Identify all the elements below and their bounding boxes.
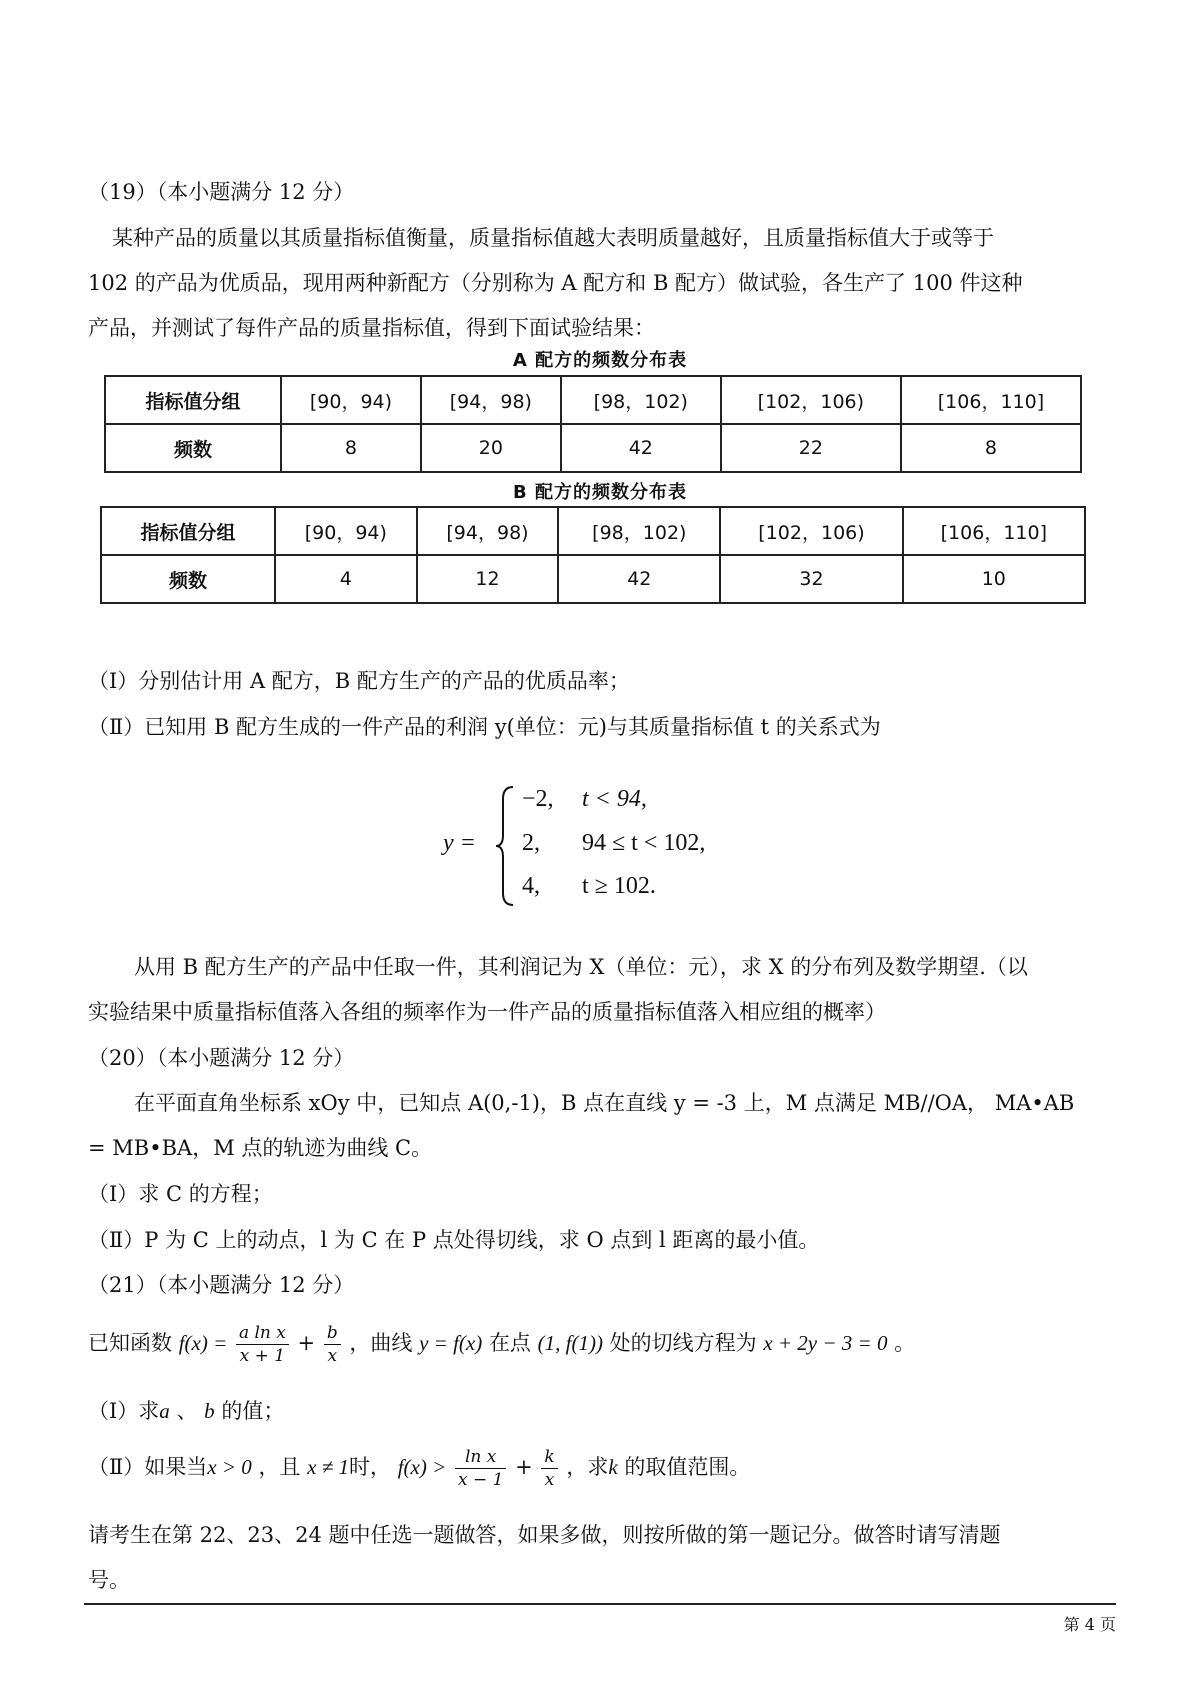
q21-plus: + bbox=[297, 1331, 316, 1355]
q20-intro-line1: 在平面直角坐标系 xOy 中，已知点 A(0,-1)，B 点在直线 y = -3 上，M 点满足 MB//OA， MA•AB bbox=[134, 1091, 1075, 1115]
table-b-row2-label: 频数 bbox=[101, 555, 275, 603]
q19-intro-line1: 某种产品的质量以其质量指标值衡量，质量指标值越大表明质量越好，且质量指标值大于或等于 bbox=[112, 226, 994, 250]
q21-text: 。 bbox=[894, 1331, 916, 1355]
table-b-group: [102，106) bbox=[720, 507, 902, 555]
table-b-group: [98，102) bbox=[558, 507, 720, 555]
table-b-count: 4 bbox=[275, 555, 417, 603]
page-number: 第 4 页 bbox=[1063, 1615, 1116, 1634]
piecewise-value-1: −2, bbox=[522, 786, 554, 812]
piecewise-value-3: 4, bbox=[522, 873, 540, 899]
q21-part1-end: 的值； bbox=[221, 1399, 285, 1423]
exam-note-line1: 请考生在第 22、23、24 题中任选一题做答，如果多做，则按所做的第一题记分。做答时请写清题 bbox=[88, 1523, 1001, 1547]
fraction-denominator: x bbox=[544, 1470, 555, 1490]
table-a-group: [98，102) bbox=[561, 376, 721, 424]
q21-text: 处的切线方程为 bbox=[609, 1331, 757, 1355]
q21-tangent: x + 2y − 3 = 0 bbox=[763, 1331, 888, 1355]
q21-part1 bbox=[88, 1397, 284, 1425]
q21-var-k: k bbox=[608, 1455, 618, 1479]
q21-var-b: b bbox=[204, 1399, 215, 1423]
fraction-denominator: x − 1 bbox=[457, 1470, 504, 1490]
q21-part2-text: 时， bbox=[349, 1455, 392, 1479]
piecewise-cond-3: t ≥ 102. bbox=[582, 873, 656, 899]
q21-text: 已知函数 bbox=[88, 1331, 172, 1355]
table-a-count: 8 bbox=[281, 424, 421, 472]
table-a-count: 42 bbox=[561, 424, 721, 472]
table-b-group: [90，94) bbox=[275, 507, 417, 555]
q21-part2-text: ，且 bbox=[258, 1455, 301, 1479]
piecewise-lhs: y = bbox=[443, 830, 476, 856]
q19-intro-line2: 102 的产品为优质品，现用两种新配方（分别称为 A 配方和 B 配方）做试验，各生产了 100 件这种 bbox=[88, 271, 1023, 295]
table-a-group: [90，94) bbox=[281, 376, 421, 424]
q21-part1-text: （Ⅰ）求 bbox=[88, 1399, 160, 1423]
piecewise-cond-2: 94 ≤ t < 102, bbox=[582, 830, 706, 856]
table-b-count: 42 bbox=[558, 555, 720, 603]
fraction-denominator: x bbox=[327, 1346, 338, 1366]
fraction-numerator: k bbox=[541, 1446, 557, 1469]
table-a-count: 8 bbox=[901, 424, 1081, 472]
table-a-count: 20 bbox=[421, 424, 561, 472]
table-b bbox=[100, 506, 1086, 604]
table-b-count: 32 bbox=[720, 555, 902, 603]
exam-note-line2: 号。 bbox=[88, 1568, 130, 1592]
q20-header: （20）（本小题满分 12 分） bbox=[88, 1046, 355, 1070]
piecewise-cond-1: t < 94, bbox=[582, 786, 647, 812]
table-b-group-row bbox=[101, 507, 1085, 555]
q21-function-line bbox=[88, 1318, 915, 1370]
table-b-caption: B 配方的频数分布表 bbox=[513, 482, 687, 503]
q19-header: （19）（本小题满分 12 分） bbox=[88, 180, 355, 204]
table-a bbox=[104, 375, 1082, 473]
table-a-group-row bbox=[105, 376, 1081, 424]
q19-part1: （Ⅰ）分别估计用 A 配方，B 配方生产的产品的优质品率； bbox=[88, 669, 630, 693]
table-a-group: [102，106) bbox=[721, 376, 901, 424]
table-b-count: 12 bbox=[417, 555, 559, 603]
table-a-caption: A 配方的频数分布表 bbox=[512, 350, 688, 371]
q21-fraction-3 bbox=[455, 1446, 506, 1491]
table-b-count-row bbox=[101, 555, 1085, 603]
q21-part2-text: （Ⅱ）如果当 bbox=[88, 1455, 208, 1479]
q21-cond2: x ≠ 1 bbox=[307, 1455, 350, 1479]
table-a-count: 22 bbox=[721, 424, 901, 472]
q21-text: ，曲线 bbox=[349, 1331, 413, 1355]
q20-part2: （Ⅱ）P 为 C 上的动点，l 为 C 在 P 点处得切线，求 O 点到 l 距离的最小值。 bbox=[88, 1228, 820, 1252]
q21-cond1: x > 0 bbox=[207, 1455, 252, 1479]
q21-text: 在点 bbox=[488, 1331, 531, 1355]
fraction-denominator: x + 1 bbox=[239, 1346, 286, 1366]
piecewise-value-2: 2, bbox=[522, 830, 540, 856]
q20-part1: （Ⅰ）求 C 的方程； bbox=[88, 1182, 273, 1206]
q21-fraction-4 bbox=[541, 1446, 557, 1491]
fraction-numerator: ln x bbox=[455, 1446, 506, 1469]
table-b-group: [94，98) bbox=[417, 507, 559, 555]
q21-fraction-2 bbox=[324, 1322, 341, 1367]
fraction-numerator: a ln x bbox=[236, 1322, 289, 1345]
q21-ineq-lhs: f(x) > bbox=[397, 1455, 447, 1479]
q19-part2: （Ⅱ）已知用 B 配方生成的一件产品的利润 y(单位：元)与其质量指标值 t 的关系式为 bbox=[88, 715, 881, 739]
q21-point: (1, f(1)) bbox=[537, 1331, 603, 1355]
q21-part2-text: 的取值范围。 bbox=[624, 1455, 751, 1479]
q21-fx: f(x) = bbox=[178, 1331, 228, 1355]
left-brace-icon bbox=[495, 785, 515, 907]
q19-part2b-line1: 从用 B 配方生产的产品中任取一件，其利润记为 X（单位：元），求 X 的分布列及数学期望.（以 bbox=[134, 955, 1028, 979]
q21-var-a: a bbox=[159, 1399, 170, 1423]
fraction-numerator: b bbox=[324, 1322, 341, 1345]
q21-part2-text: ，求 bbox=[566, 1455, 609, 1479]
q21-part2 bbox=[88, 1442, 750, 1494]
q19-intro-line3: 产品，并测试了每件产品的质量指标值，得到下面试验结果： bbox=[88, 316, 655, 340]
table-a-row1-label: 指标值分组 bbox=[105, 376, 281, 424]
q21-part1-sep: 、 bbox=[176, 1399, 198, 1423]
table-a-row2-label: 频数 bbox=[105, 424, 281, 472]
table-b-count: 10 bbox=[903, 555, 1085, 603]
table-b-group: [106，110] bbox=[903, 507, 1085, 555]
footer-divider bbox=[84, 1603, 1116, 1605]
q21-fraction-1 bbox=[236, 1322, 289, 1367]
table-a-group: [106，110] bbox=[901, 376, 1081, 424]
q21-curve: y = f(x) bbox=[419, 1331, 483, 1355]
q20-intro-line2: = MB•BA，M 点的轨迹为曲线 C。 bbox=[88, 1136, 433, 1160]
q19-part2b-line2: 实验结果中质量指标值落入各组的频率作为一件产品的质量指标值落入相应组的概率） bbox=[88, 1000, 886, 1024]
table-a-group: [94，98) bbox=[421, 376, 561, 424]
table-a-count-row bbox=[105, 424, 1081, 472]
q21-header: （21）（本小题满分 12 分） bbox=[88, 1273, 355, 1297]
q21-plus: + bbox=[515, 1455, 533, 1479]
table-b-row1-label: 指标值分组 bbox=[101, 507, 275, 555]
